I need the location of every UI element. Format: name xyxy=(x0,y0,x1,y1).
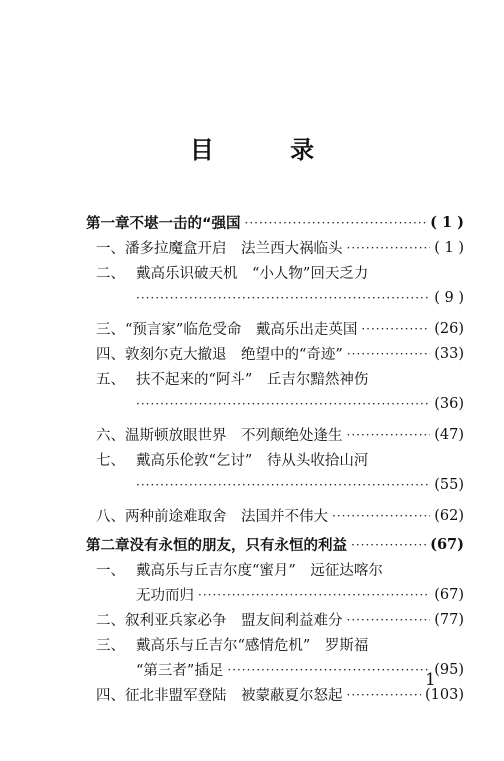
entry-title: 征北非盟军登陆 被蒙蔽夏尔怒起 xyxy=(125,688,343,704)
entry-number: 六、 xyxy=(96,428,125,444)
entry-page: (33) xyxy=(434,345,464,362)
toc-section-entry xyxy=(86,557,464,582)
entry-page: (36) xyxy=(434,395,464,412)
entry-title: 不堪一击的“强国 xyxy=(129,216,241,232)
entry-number: 四、 xyxy=(96,347,125,363)
toc-section-entry xyxy=(86,316,464,341)
toc-section-entry xyxy=(86,422,464,447)
entry-title: 没有永恒的朋友，只有永恒的利益 xyxy=(129,538,347,554)
dot-leader xyxy=(227,664,430,676)
entry-number: 三、 xyxy=(96,638,125,654)
entry-title: 敦刻尔克大撤退 绝望中的“奇迹” xyxy=(125,347,343,363)
entry-number: 一、 xyxy=(96,241,125,257)
entry-title: 温斯顿放眼世界 不列颠绝处逢生 xyxy=(125,428,343,444)
toc-section-entry xyxy=(86,582,464,607)
entry-title: “预言家”临危受命 戴高乐出走英国 xyxy=(125,322,358,338)
entry-page: ( 1 ) xyxy=(434,239,464,256)
toc-section-entry xyxy=(86,366,464,391)
dot-leader xyxy=(347,348,430,360)
entry-number: 二、 xyxy=(96,613,125,629)
dot-leader xyxy=(136,479,430,491)
entry-number: 第一章 xyxy=(86,216,130,232)
entry-page: (55) xyxy=(434,476,464,493)
dot-leader xyxy=(136,292,430,304)
entry-title: 戴高乐识破天机 “小人物”回天乏力 xyxy=(136,266,369,282)
dot-leader xyxy=(347,242,431,254)
entry-title: 潘多拉魔盒开启 法兰西大祸临头 xyxy=(125,241,343,257)
toc-section-entry xyxy=(86,472,464,497)
toc-section-entry xyxy=(86,657,464,682)
dot-leader xyxy=(136,398,430,410)
toc-section-entry xyxy=(86,632,464,657)
toc-section-entry xyxy=(86,682,464,707)
toc-section-entry xyxy=(86,503,464,528)
toc-chapter-entry xyxy=(86,532,464,557)
entry-title: 戴高乐伦敦“乞讨” 待从头收拾山河 xyxy=(136,453,369,469)
entry-page: (62) xyxy=(434,507,464,524)
entry-page: (95) xyxy=(434,661,464,678)
entry-number: 四、 xyxy=(96,688,125,704)
entry-page: ( 1 ) xyxy=(430,214,464,231)
dot-leader xyxy=(347,429,431,441)
entry-page: (47) xyxy=(434,426,464,443)
entry-title: 两种前途难取舍 法国并不伟大 xyxy=(125,509,328,525)
entry-title: 戴高乐与丘吉尔度“蜜月” 远征达喀尔 xyxy=(136,563,383,579)
dot-leader xyxy=(198,589,430,601)
toc-section-entry xyxy=(86,260,464,285)
table-of-contents xyxy=(86,206,464,707)
entry-title: 叙利亚兵家必争 盟友间利益难分 xyxy=(125,613,343,629)
entry-number: 二、 xyxy=(96,266,125,282)
entry-number: 三、 xyxy=(96,322,125,338)
entry-number: 第二章 xyxy=(86,538,130,554)
dot-leader xyxy=(347,689,422,701)
dot-leader xyxy=(361,323,430,335)
entry-page: ( 9 ) xyxy=(434,289,464,306)
entry-title: 扶不起来的“阿斗” 丘吉尔黯然神伤 xyxy=(136,372,369,388)
dot-leader xyxy=(245,217,427,229)
entry-page: (67) xyxy=(430,536,464,553)
dot-leader xyxy=(347,614,431,626)
entry-page: (103) xyxy=(425,686,464,703)
toc-section-entry xyxy=(86,341,464,366)
toc-section-entry xyxy=(86,607,464,632)
entry-title: 戴高乐与丘吉尔“感情危机” 罗斯福 xyxy=(136,638,369,654)
entry-page: (77) xyxy=(434,611,464,628)
entry-number: 七、 xyxy=(96,453,125,469)
toc-section-entry xyxy=(86,447,464,472)
entry-number: 八、 xyxy=(96,509,125,525)
entry-page: (67) xyxy=(434,586,464,603)
toc-section-entry xyxy=(86,235,464,260)
dot-leader xyxy=(332,510,430,522)
entry-page: (26) xyxy=(434,320,464,337)
toc-section-entry xyxy=(86,285,464,310)
entry-title: 无功而归 xyxy=(136,588,194,604)
page-number: 1 xyxy=(425,670,436,690)
toc-chapter-entry xyxy=(86,210,464,235)
toc-section-entry xyxy=(86,391,464,416)
entry-title: “第三者”插足 xyxy=(136,663,224,679)
dot-leader xyxy=(351,539,426,551)
entry-number: 五、 xyxy=(96,372,125,388)
entry-number: 一、 xyxy=(96,563,125,579)
toc-title: 目 录 xyxy=(189,136,349,164)
